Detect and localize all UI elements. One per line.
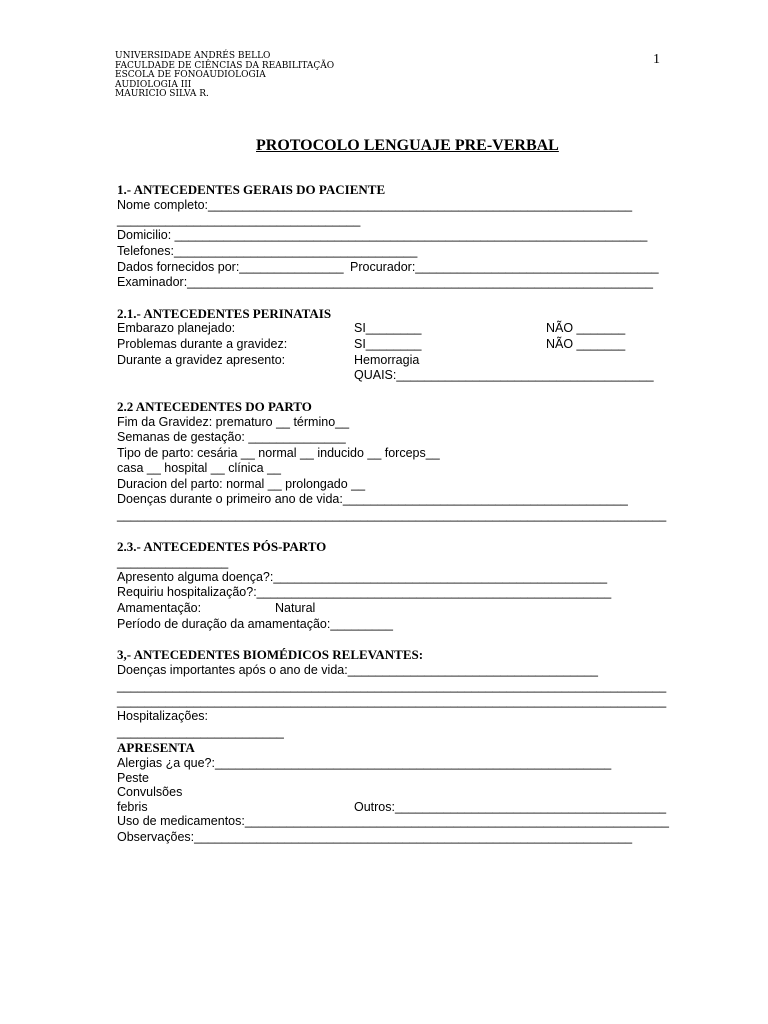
field-blank-line[interactable]: _______________________________________________________________________________ [117,694,667,708]
header-author: MAURICIO SILVA R. [115,89,209,100]
section-2-3-heading: 2.3.- ANTECEDENTES PÓS-PARTO [117,539,327,554]
field-embarazo-nao[interactable]: NÃO _______ [546,321,626,335]
field-problemas-si[interactable]: SI________ [354,337,422,351]
field-local-parto[interactable]: casa __ hospital __ clínica __ [117,461,281,475]
field-duracion-parto[interactable]: Duracion del parto: normal __ prolongado __ [117,477,366,491]
option-convulsoes: Convulsões [117,785,183,799]
header-course: AUDIOLOGIA III [115,79,192,90]
header-faculty: FACULDADE DE CIÊNCIAS DA REABILITAÇÃO [115,60,335,71]
page-number: 1 [653,52,660,67]
option-febris: febris [117,800,148,814]
field-requiriu-hospitalizacao[interactable]: Requiriu hospitalização?:___________________________________________________ [117,585,612,599]
option-hemorragia: Hemorragia [354,353,420,367]
field-observacoes[interactable]: Observações:_______________________________________________________________ [117,830,633,844]
label-durante-gravidez: Durante a gravidez apresento: [117,353,286,367]
field-quais[interactable]: QUAIS:_____________________________________ [354,368,654,382]
field-apresento-doenca[interactable]: Apresento alguma doença?:________________________________________________ [117,570,608,584]
label-problemas-gravidez: Problemas durante a gravidez: [117,337,288,351]
field-fim-gravidez[interactable]: Fim da Gravidez: prematuro __ término__ [117,415,350,429]
apresenta-heading: APRESENTA [117,740,195,755]
field-domicilio[interactable]: Domicilio: ____________________________________________________________________ [117,228,648,242]
page-title: PROTOCOLO LENGUAJE PRE-VERBAL [256,137,559,154]
field-procurador[interactable]: Procurador:___________________________________ [350,260,659,274]
field-dados-fornecidos[interactable]: Dados fornecidos por:_______________ [117,260,344,274]
section-2-1-heading: 2.1.- ANTECEDENTES PERINATAIS [117,306,332,321]
field-blank-line[interactable]: _______________________________________________________________________________ [117,679,667,693]
label-embarazo-planejado: Embarazo planejado: [117,321,236,335]
label-amamentacao: Amamentação: [117,601,202,615]
header-university: UNIVERSIDADE ANDRÉS BELLO [115,51,271,61]
field-alergias[interactable]: Alergias ¿a que?:_________________________________________________________ [117,756,612,770]
field-nome-continuation[interactable]: ___________________________________ [117,213,361,227]
field-doencas-importantes[interactable]: Doenças importantes após o ano de vida:____________________________________ [117,663,598,677]
field-tipo-parto[interactable]: Tipo de parto: cesária __ normal __ inducido __ forceps__ [117,446,440,460]
option-natural: Natural [275,601,316,615]
field-doencas-primeiro-ano[interactable]: Doenças durante o primeiro ano de vida:_________________________________________ [117,492,628,506]
field-hospitalizacoes[interactable]: ________________________ [117,725,284,739]
section-2-2-heading: 2.2 ANTECEDENTES DO PARTO [117,399,312,414]
field-uso-medicamentos[interactable]: Uso de medicamentos:_____________________________________________________________ [117,814,669,828]
option-peste: Peste [117,771,149,785]
field-outros[interactable]: Outros:_______________________________________ [354,800,667,814]
field-blank-line[interactable]: _______________________________________________________________________________ [117,508,667,522]
field-nome-completo[interactable]: Nome completo:_____________________________________________________________ [117,198,633,212]
field-examinador[interactable]: Examinador:___________________________________________________________________ [117,275,653,289]
field-periodo-amamentacao[interactable]: Período de duração da amamentação:_________ [117,617,393,631]
field-embarazo-si[interactable]: SI________ [354,321,422,335]
section-3-heading: 3,- ANTECEDENTES BIOMÉDICOS RELEVANTES: [117,647,424,662]
section-1-heading: 1.- ANTECEDENTES GERAIS DO PACIENTE [117,182,386,197]
label-hospitalizacoes: Hospitalizações: [117,709,209,723]
header-school: ESCOLA DE FONOAUDIOLOGIA [115,70,266,81]
field-semanas-gestacao[interactable]: Semanas de gestação: ______________ [117,430,346,444]
field-telefones[interactable]: Telefones:___________________________________ [117,244,418,258]
field-blank-line[interactable]: ________________ [117,555,229,569]
field-problemas-nao[interactable]: NÃO _______ [546,337,626,351]
